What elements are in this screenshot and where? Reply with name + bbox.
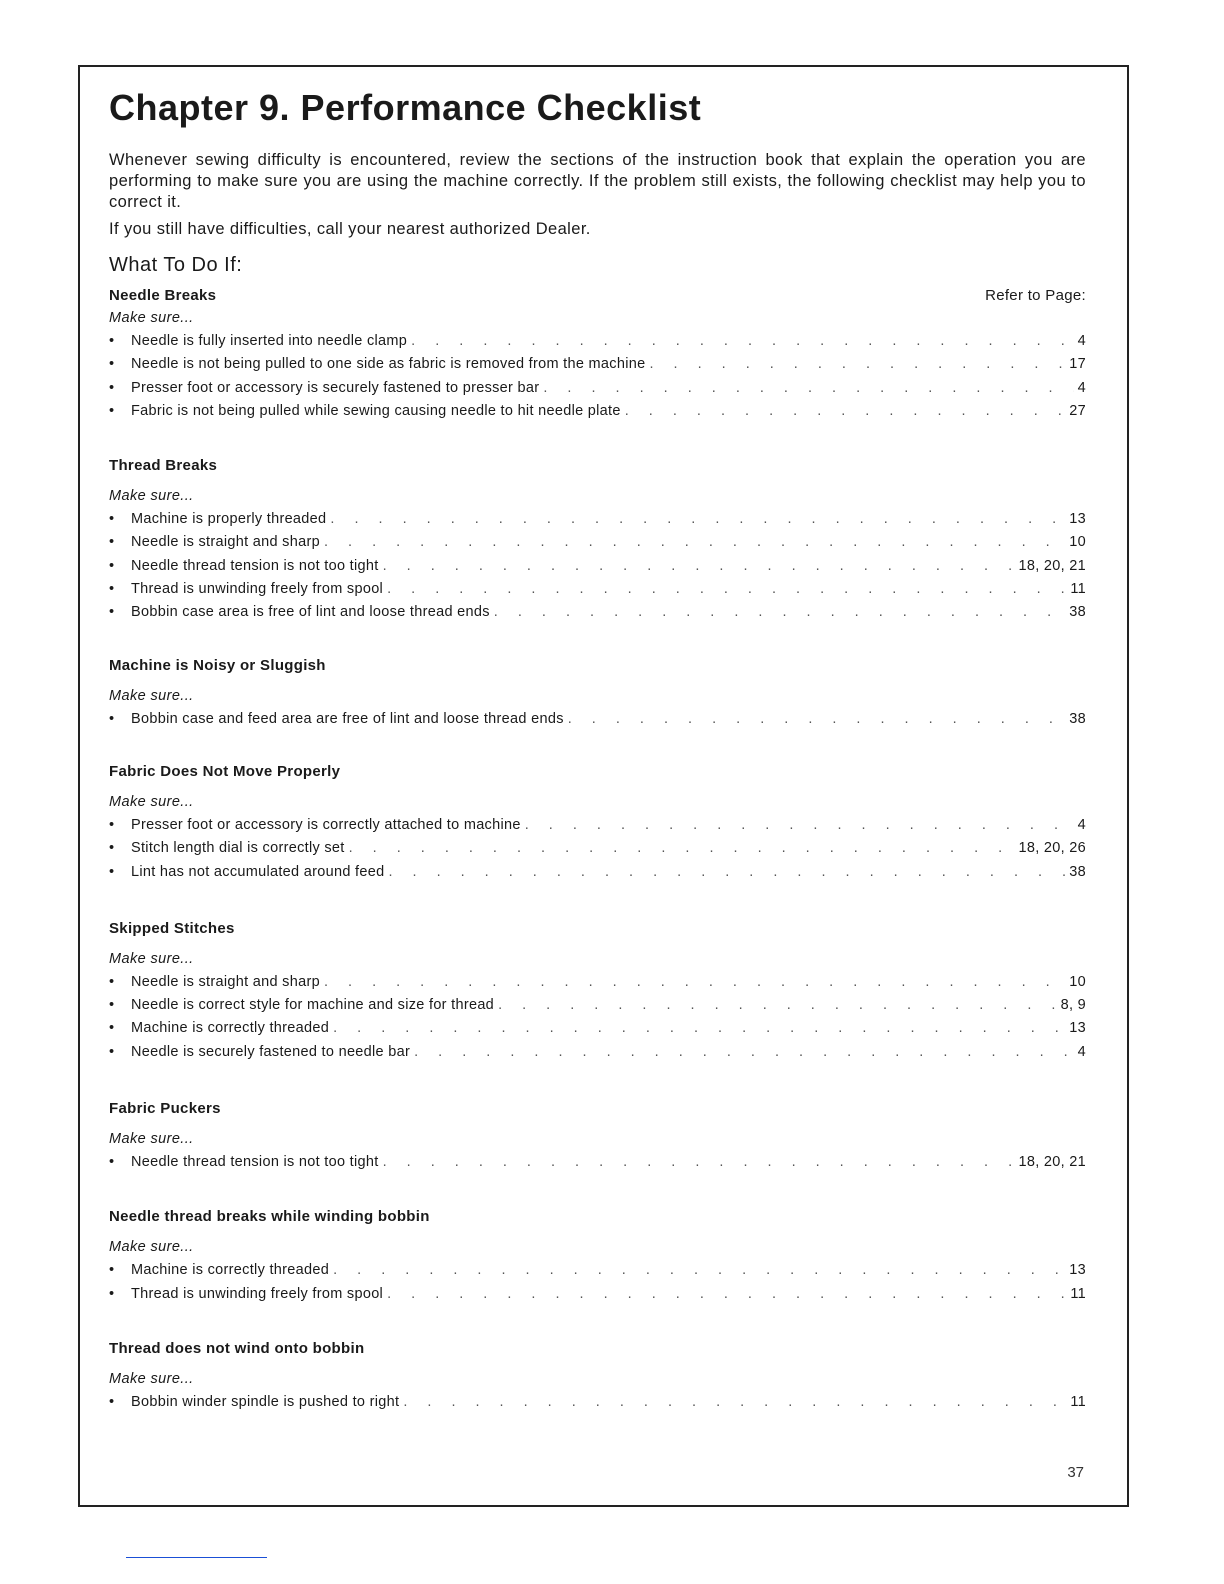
section-title: Thread Breaks <box>109 457 218 475</box>
section-skipped-stitches <box>109 918 1086 1064</box>
dot-leader <box>494 601 1065 624</box>
bullet-icon: • <box>109 1154 115 1171</box>
make-sure-label: Make sure... <box>109 793 194 810</box>
page-reference: 27 <box>1069 402 1086 419</box>
bullet-icon: • <box>109 863 115 880</box>
page-reference: 4 <box>1077 379 1086 396</box>
dot-leader <box>383 555 1015 578</box>
checklist-item <box>109 708 1086 731</box>
item-text: Needle is straight and sharp <box>131 534 320 551</box>
bullet-icon: • <box>109 1043 115 1060</box>
dot-leader <box>349 837 1015 860</box>
checklist-item <box>109 861 1086 884</box>
checklist-item <box>109 555 1086 578</box>
item-text: Needle is securely fastened to needle bar <box>131 1043 411 1060</box>
dot-leader <box>324 531 1065 554</box>
dot-leader <box>330 508 1065 531</box>
item-text: Fabric is not being pulled while sewing causing needle to hit needle plate <box>131 402 621 419</box>
page-title: Chapter 9. Performance Checklist <box>109 87 702 128</box>
checklist-item <box>109 377 1086 400</box>
section-title: Needle Breaks <box>109 287 217 304</box>
page-reference: 10 <box>1069 534 1086 551</box>
page-reference: 18, 20, 21 <box>1018 557 1086 574</box>
page-reference: 4 <box>1077 1043 1086 1060</box>
bullet-icon: • <box>109 1020 115 1037</box>
checklist-item <box>109 1151 1086 1174</box>
item-text: Bobbin winder spindle is pushed to right <box>131 1393 400 1410</box>
page-reference: 13 <box>1069 1262 1086 1279</box>
page-reference: 38 <box>1069 710 1086 727</box>
page-reference: 18, 20, 21 <box>1018 1154 1086 1171</box>
checklist-item <box>109 531 1086 554</box>
dot-leader <box>333 1259 1065 1282</box>
page-reference: 17 <box>1069 356 1086 373</box>
item-text: Bobbin case and feed area are free of lint and loose thread ends <box>131 710 564 727</box>
page-reference: 11 <box>1070 581 1086 598</box>
checklist-item <box>109 508 1086 531</box>
bullet-icon: • <box>109 816 115 833</box>
dot-leader <box>387 578 1066 601</box>
page-reference: 4 <box>1077 333 1086 349</box>
page-reference: 18, 20, 26 <box>1018 840 1086 857</box>
footer-rule <box>126 1557 267 1558</box>
checklist-item <box>109 400 1086 423</box>
section-fabric-not-moving <box>109 761 1086 884</box>
checklist-item <box>109 814 1086 837</box>
make-sure-label: Make sure... <box>109 1131 194 1148</box>
dot-leader <box>388 861 1065 884</box>
checklist-item <box>109 1283 1086 1306</box>
page-reference: 11 <box>1070 1393 1086 1410</box>
section-title: Needle thread breaks while winding bobbin <box>109 1208 430 1226</box>
page-reference: 10 <box>1069 973 1086 990</box>
page-reference: 11 <box>1070 1285 1086 1302</box>
checklist-item <box>109 601 1086 624</box>
dot-leader <box>387 1283 1066 1306</box>
bullet-icon: • <box>109 356 115 373</box>
bullet-icon: • <box>109 557 115 574</box>
bullet-icon: • <box>109 581 115 598</box>
section-thread-breaks-winding <box>109 1206 1086 1306</box>
checklist-item <box>109 837 1086 860</box>
bullet-icon: • <box>109 333 115 349</box>
section-title: Thread does not wind onto bobbin <box>109 1339 365 1357</box>
item-text: Lint has not accumulated around feed <box>131 863 385 880</box>
checklist-item <box>109 353 1086 376</box>
bullet-icon: • <box>109 402 115 419</box>
page-reference: 4 <box>1077 816 1086 833</box>
section-title: Skipped Stitches <box>109 919 235 937</box>
dot-leader <box>498 994 1057 1017</box>
checklist-item <box>109 1259 1086 1282</box>
bullet-icon: • <box>109 997 115 1014</box>
section-title: Fabric Puckers <box>109 1100 221 1118</box>
item-text: Needle is fully inserted into needle clamp <box>131 333 408 349</box>
dot-leader <box>414 1041 1074 1064</box>
checklist-content <box>109 86 1086 1414</box>
section-needle-breaks <box>109 285 1086 423</box>
make-sure-label: Make sure... <box>109 687 194 704</box>
bullet-icon: • <box>109 1285 115 1302</box>
make-sure-label: Make sure... <box>109 1239 194 1256</box>
dot-leader <box>568 708 1066 731</box>
dot-leader <box>333 1017 1065 1040</box>
section-title: Fabric Does Not Move Properly <box>109 762 341 780</box>
bullet-icon: • <box>109 534 115 551</box>
item-text: Needle is correct style for machine and size for thread <box>131 997 495 1014</box>
section-noisy-sluggish <box>109 655 1086 731</box>
item-text: Bobbin case area is free of lint and loose thread ends <box>131 604 490 621</box>
bullet-icon: • <box>109 379 115 396</box>
item-text: Presser foot or accessory is correctly attached to machine <box>131 816 521 833</box>
page-reference: 13 <box>1069 1020 1086 1037</box>
item-text: Needle thread tension is not too tight <box>131 557 379 574</box>
bullet-icon: • <box>109 511 115 528</box>
bullet-icon: • <box>109 1262 115 1279</box>
dot-leader <box>383 1151 1015 1174</box>
dot-leader <box>403 1391 1066 1414</box>
dealer-note: If you still have difficulties, call your nearest authorized Dealer. <box>109 220 591 238</box>
section-title: Machine is Noisy or Sluggish <box>109 656 326 674</box>
page-reference: 38 <box>1069 863 1086 880</box>
bullet-icon: • <box>109 840 115 857</box>
page-reference: 38 <box>1069 604 1086 621</box>
bullet-icon: • <box>109 710 115 727</box>
page-reference: 8, 9 <box>1060 997 1086 1014</box>
page-number: 37 <box>1067 1464 1084 1481</box>
item-text: Machine is correctly threaded <box>131 1262 330 1279</box>
item-text: Thread is unwinding freely from spool <box>131 1285 384 1302</box>
bullet-icon: • <box>109 973 115 990</box>
make-sure-label: Make sure... <box>109 1370 194 1387</box>
make-sure-label: Make sure... <box>109 310 194 326</box>
section-thread-breaks <box>109 455 1086 624</box>
item-text: Needle is not being pulled to one side as fabric is removed from the machine <box>131 356 646 373</box>
dot-leader <box>543 377 1073 400</box>
item-text: Needle is straight and sharp <box>131 973 320 990</box>
section-fabric-puckers <box>109 1098 1086 1174</box>
section-header-row <box>109 285 1086 307</box>
dot-leader <box>411 330 1073 353</box>
checklist-item <box>109 1017 1086 1040</box>
bullet-icon: • <box>109 604 115 621</box>
item-text: Thread is unwinding freely from spool <box>131 581 384 598</box>
checklist-item <box>109 1391 1086 1414</box>
page-reference: 13 <box>1069 511 1086 528</box>
make-sure-label: Make sure... <box>109 950 194 967</box>
section-thread-not-winding <box>109 1338 1086 1414</box>
item-text: Machine is properly threaded <box>131 511 327 528</box>
bullet-icon: • <box>109 1393 115 1410</box>
item-text: Stitch length dial is correctly set <box>131 840 345 857</box>
checklist-item <box>109 578 1086 601</box>
dot-leader <box>525 814 1074 837</box>
intro-paragraph: Whenever sewing difficulty is encountered, review the sections of the instruction book that explain the operation you are performing to make sure you are using the machine correctly. If the problem still exists, the following checklist may help you to correct it. <box>109 151 1086 211</box>
make-sure-label: Make sure... <box>109 488 194 505</box>
refer-to-page-label: Refer to Page: <box>985 287 1086 304</box>
checklist-item <box>109 994 1086 1017</box>
what-to-do-heading: What To Do If: <box>109 254 243 276</box>
dot-leader <box>649 353 1065 376</box>
dot-leader <box>625 400 1066 423</box>
checklist-item <box>109 971 1086 994</box>
item-text: Needle thread tension is not too tight <box>131 1154 379 1171</box>
dot-leader <box>324 971 1065 994</box>
item-text: Presser foot or accessory is securely fastened to presser bar <box>131 379 540 396</box>
checklist-item <box>109 330 1086 353</box>
checklist-item <box>109 1041 1086 1064</box>
item-text: Machine is correctly threaded <box>131 1020 330 1037</box>
